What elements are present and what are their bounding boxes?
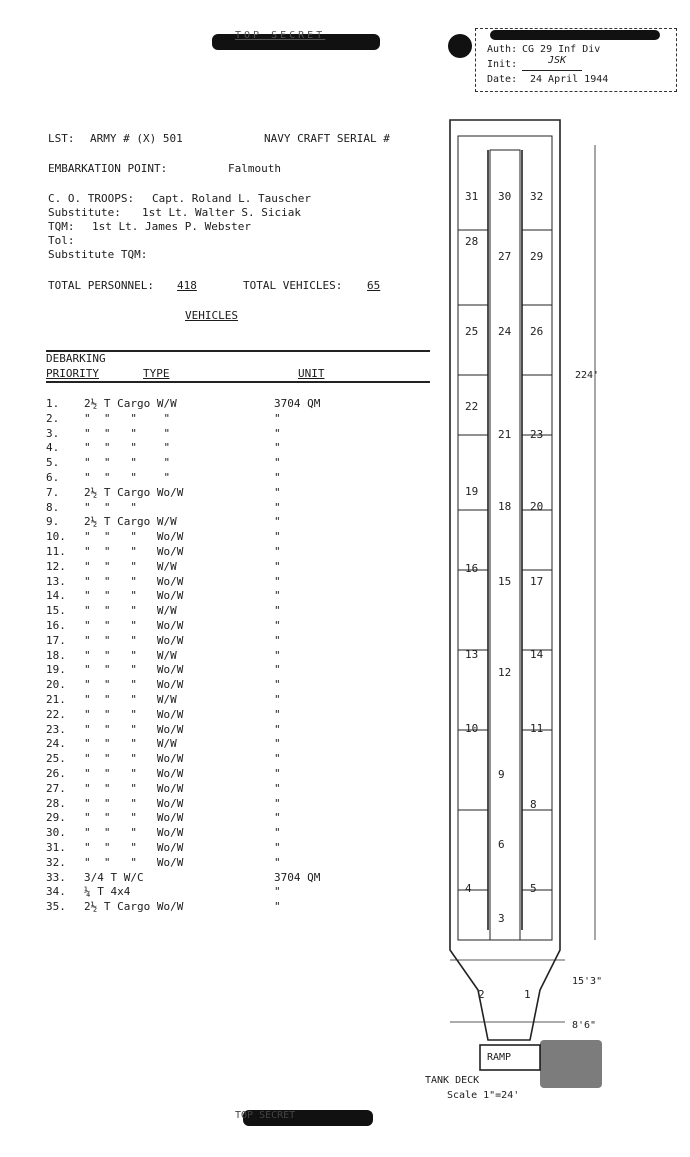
unit-cell: " [274, 722, 281, 736]
slot-label: 17 [530, 575, 544, 588]
priority-cell: 7. [46, 485, 60, 499]
type-cell: " " " Wo/W [84, 589, 184, 603]
tank-deck-diagram [430, 110, 688, 1105]
type-cell: 2½ T Cargo Wo/W [84, 900, 184, 914]
unit-cell: " [274, 530, 281, 544]
slot-label: 8 [530, 798, 537, 811]
unit-cell: " [274, 678, 281, 692]
priority-cell: 5. [46, 456, 60, 470]
unit-cell: " [274, 544, 281, 558]
slot-label: 20 [530, 500, 544, 513]
priority-cell: 20. [46, 678, 66, 692]
slot-label: 30 [498, 190, 512, 203]
table-row [46, 604, 374, 619]
table-row [46, 501, 374, 516]
table-row [46, 663, 374, 678]
unit-cell: " [274, 426, 281, 440]
type-cell: " " " Wo/W [84, 826, 184, 840]
table-row [46, 427, 374, 442]
unit-cell: " [274, 811, 281, 825]
type-cell: " " " Wo/W [84, 574, 184, 588]
unit-cell: " [274, 470, 281, 484]
slot-label: 2 [478, 988, 485, 1001]
table-row [46, 752, 374, 767]
center-lane [490, 150, 520, 940]
substitute-tqm-label: Substitute TQM: [48, 248, 148, 261]
priority-cell: 35. [46, 900, 66, 914]
priority-cell: 24. [46, 737, 66, 751]
type-cell: " " " Wo/W [84, 707, 184, 721]
unit-cell: " [274, 574, 281, 588]
priority-cell: 30. [46, 826, 66, 840]
tank-deck-caption: TANK DECK [425, 1075, 480, 1086]
priority-cell: 26. [46, 766, 66, 780]
unit-cell: " [274, 900, 281, 914]
total-personnel-value: 418 [177, 279, 197, 292]
stamp-smudge [540, 1040, 602, 1088]
table-row [46, 797, 374, 812]
unit-cell: " [274, 840, 281, 854]
unit-cell: " [274, 826, 281, 840]
table-row [46, 486, 374, 501]
embarkation-label: EMBARKATION POINT: [48, 162, 168, 175]
substitute-label: Substitute: [48, 206, 121, 219]
priority-cell: 15. [46, 604, 66, 618]
unit-cell: " [274, 737, 281, 751]
slot-label: 28 [465, 235, 479, 248]
priority-cell: 6. [46, 470, 60, 484]
vehicle-table [46, 397, 374, 915]
unit-cell: " [274, 781, 281, 795]
unit-cell: " [274, 485, 281, 499]
total-vehicles-label: TOTAL VEHICLES: [243, 279, 343, 292]
table-row [46, 589, 374, 604]
column-header-debarking: DEBARKING [46, 352, 106, 365]
slot-label: 18 [498, 500, 512, 513]
type-cell: " " " Wo/W [84, 840, 184, 854]
table-row [46, 634, 374, 649]
table-row [46, 900, 374, 915]
table-row [46, 885, 374, 900]
priority-cell: 31. [46, 840, 66, 854]
stamp-init-label: Init: [487, 59, 518, 70]
unit-cell: " [274, 456, 281, 470]
substitute-value: 1st Lt. Walter S. Siciak [142, 206, 301, 219]
priority-cell: 8. [46, 500, 60, 514]
slot-label: 15 [498, 575, 512, 588]
table-row [46, 693, 374, 708]
table-row [46, 678, 374, 693]
type-cell: 3/4 T W/C [84, 870, 144, 884]
priority-cell: 21. [46, 692, 66, 706]
table-row [46, 826, 374, 841]
unit-cell: " [274, 648, 281, 662]
tqm-label: TQM: [48, 220, 75, 233]
slot-label: 23 [530, 428, 544, 441]
total-personnel-label: TOTAL PERSONNEL: [48, 279, 154, 292]
priority-cell: 4. [46, 441, 60, 455]
priority-cell: 11. [46, 544, 66, 558]
priority-cell: 19. [46, 663, 66, 677]
tqm-value: 1st Lt. James P. Webster [92, 220, 251, 233]
unit-cell: " [274, 692, 281, 706]
slot-label: 22 [465, 400, 479, 413]
stamp-auth-value: CG 29 Inf Div [522, 44, 601, 55]
unit-cell: " [274, 411, 281, 425]
type-cell: " " " " [84, 411, 171, 425]
tank-deck-length-label: 224' [575, 370, 600, 381]
type-cell: " " " Wo/W [84, 781, 184, 795]
unit-cell: " [274, 618, 281, 632]
priority-cell: 29. [46, 811, 66, 825]
vehicles-section-title: VEHICLES [185, 309, 238, 322]
unit-cell: 3704 QM [274, 397, 321, 410]
bottom-classification: TOP SECRET [235, 1110, 296, 1121]
type-cell: 2½ T Cargo Wo/W [84, 485, 184, 499]
table-row [46, 545, 374, 560]
table-row [46, 737, 374, 752]
priority-cell: 12. [46, 559, 66, 573]
unit-cell: " [274, 855, 281, 869]
type-cell: " " " W/W [84, 648, 177, 662]
priority-cell: 28. [46, 796, 66, 810]
dim-ramp-width-label: 15'3" [572, 976, 603, 987]
slot-label: 24 [498, 325, 512, 338]
table-row [46, 723, 374, 738]
slot-label: 25 [465, 325, 479, 338]
table-row [46, 649, 374, 664]
lst-value: ARMY # (X) 501 [90, 132, 183, 145]
slot-label: 5 [530, 882, 537, 895]
type-cell: " " " Wo/W [84, 811, 184, 825]
type-cell: 2½ T Cargo W/W [84, 515, 177, 529]
type-cell: " " " " [84, 456, 171, 470]
table-row [46, 708, 374, 723]
priority-cell: 16. [46, 618, 66, 632]
priority-cell: 17. [46, 633, 66, 647]
unit-cell: " [274, 604, 281, 618]
priority-cell: 14. [46, 589, 66, 603]
priority-cell: 23. [46, 722, 66, 736]
navy-craft-serial-label: NAVY CRAFT SERIAL # [264, 132, 390, 145]
type-cell: " " " Wo/W [84, 678, 184, 692]
unit-cell: " [274, 500, 281, 514]
table-header-rule [46, 381, 430, 383]
priority-cell: 3. [46, 426, 60, 440]
type-cell: " " " Wo/W [84, 752, 184, 766]
total-vehicles-value: 65 [367, 279, 381, 292]
priority-cell: 9. [46, 515, 60, 529]
type-cell: " " " W/W [84, 604, 177, 618]
unit-cell: " [274, 589, 281, 603]
table-row [46, 471, 374, 486]
priority-cell: 1. [46, 397, 60, 410]
type-cell: " " " Wo/W [84, 530, 184, 544]
ramp-label: RAMP [487, 1052, 512, 1063]
type-cell: " " " Wo/W [84, 618, 184, 632]
priority-cell: 2. [46, 411, 60, 425]
type-cell: " " " Wo/W [84, 663, 184, 677]
table-row [46, 515, 374, 530]
unit-cell: " [274, 441, 281, 455]
table-row [46, 456, 374, 471]
stamp-init-value: JSK [548, 55, 567, 66]
table-row [46, 619, 374, 634]
type-cell: " " " " [84, 441, 171, 455]
type-cell: " " " [84, 500, 137, 514]
slot-label: 26 [530, 325, 544, 338]
slot-label: 13 [465, 648, 479, 661]
unit-cell: " [274, 885, 281, 899]
priority-cell: 34. [46, 885, 66, 899]
slot-label: 11 [530, 722, 544, 735]
unit-cell: " [274, 707, 281, 721]
type-cell: " " " " [84, 470, 171, 484]
unit-cell: 3704 QM [274, 870, 321, 884]
priority-cell: 27. [46, 781, 66, 795]
slot-label: 3 [498, 912, 505, 925]
unit-cell: " [274, 752, 281, 766]
top-classification: TOP SECRET [235, 30, 326, 41]
column-header-priority: PRIORITY [46, 367, 99, 380]
slot-label: 31 [465, 190, 479, 203]
table-row [46, 412, 374, 427]
co-troops-label: C. O. TROOPS: [48, 192, 135, 205]
type-cell: " " " Wo/W [84, 796, 184, 810]
priority-cell: 32. [46, 855, 66, 869]
priority-cell: 13. [46, 574, 66, 588]
slot-label: 32 [530, 190, 544, 203]
slot-label: 4 [465, 882, 472, 895]
type-cell: ¼ T 4x4 [84, 885, 131, 899]
type-cell: " " " Wo/W [84, 722, 184, 736]
slot-label: 1 [524, 988, 531, 1001]
table-row [46, 397, 374, 412]
stamp-top-redaction [490, 30, 660, 40]
co-troops-value: Capt. Roland L. Tauscher [152, 192, 311, 205]
tol-label: Tol: [48, 234, 75, 247]
slot-label: 19 [465, 485, 479, 498]
table-row [46, 575, 374, 590]
slot-label: 16 [465, 562, 479, 575]
unit-cell: " [274, 796, 281, 810]
unit-cell: " [274, 663, 281, 677]
type-cell: " " " Wo/W [84, 633, 184, 647]
stamp-date-label: Date: [487, 74, 518, 85]
type-cell: " " " W/W [84, 737, 177, 751]
lst-label: LST: [48, 132, 75, 145]
slot-label: 21 [498, 428, 512, 441]
priority-cell: 33. [46, 870, 66, 884]
type-cell: " " " Wo/W [84, 766, 184, 780]
dim-ramp-length-label: 8'6" [572, 1020, 597, 1031]
table-row [46, 782, 374, 797]
stamp-redaction [448, 34, 472, 58]
column-header-unit: UNIT [298, 367, 325, 380]
column-header-type: TYPE [143, 367, 170, 380]
type-cell: " " " " [84, 426, 171, 440]
slot-label: 14 [530, 648, 544, 661]
scale-caption: Scale 1"=24' [447, 1090, 520, 1101]
type-cell: " " " W/W [84, 692, 177, 706]
priority-cell: 22. [46, 707, 66, 721]
priority-cell: 18. [46, 648, 66, 662]
type-cell: " " " Wo/W [84, 855, 184, 869]
type-cell: 2½ T Cargo W/W [84, 397, 177, 410]
table-row [46, 560, 374, 575]
table-row [46, 856, 374, 871]
slot-label: 27 [498, 250, 512, 263]
type-cell: " " " Wo/W [84, 544, 184, 558]
slot-label: 12 [498, 666, 512, 679]
slot-label: 9 [498, 768, 505, 781]
type-cell: " " " W/W [84, 559, 177, 573]
unit-cell: " [274, 515, 281, 529]
priority-cell: 25. [46, 752, 66, 766]
stamp-auth-label: Auth: [487, 44, 518, 55]
table-row [46, 441, 374, 456]
table-row [46, 871, 374, 886]
stamp-date-value: 24 April 1944 [530, 74, 609, 85]
stamp-init-underline [522, 70, 582, 71]
priority-cell: 10. [46, 530, 66, 544]
unit-cell: " [274, 559, 281, 573]
slot-label: 10 [465, 722, 479, 735]
unit-cell: " [274, 633, 281, 647]
unit-cell: " [274, 766, 281, 780]
table-row [46, 530, 374, 545]
slot-label: 29 [530, 250, 544, 263]
table-row [46, 841, 374, 856]
table-row [46, 811, 374, 826]
embarkation-value: Falmouth [228, 162, 281, 175]
table-row [46, 767, 374, 782]
slot-label: 6 [498, 838, 505, 851]
